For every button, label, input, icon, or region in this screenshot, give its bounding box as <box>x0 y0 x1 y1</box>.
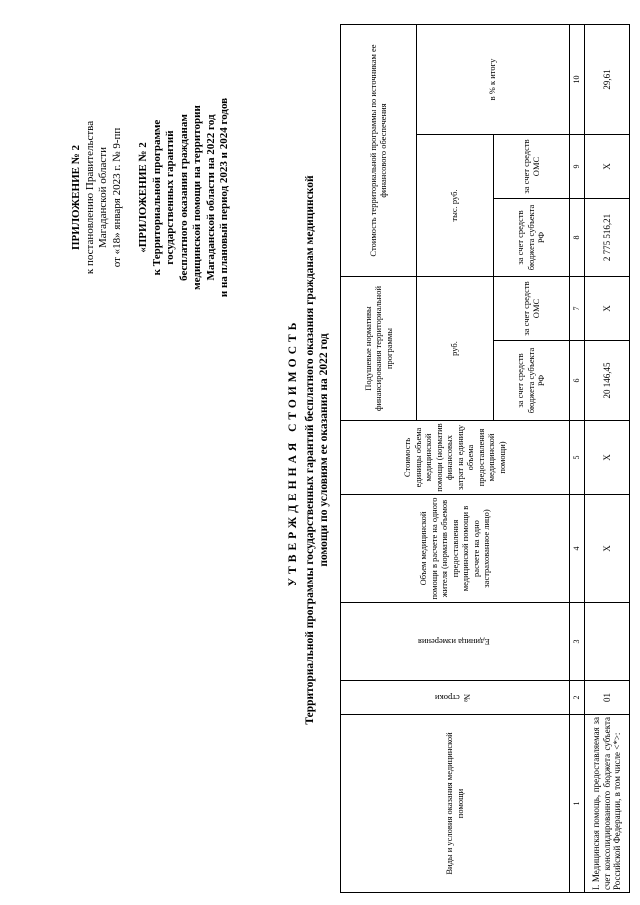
header-unit: Единица измерения <box>341 603 570 681</box>
appendix-line: к Территориальной программе <box>150 119 163 276</box>
column-number: 10 <box>569 25 585 135</box>
column-number: 1 <box>569 715 585 893</box>
appendix-block <box>70 90 232 305</box>
header-unit-cost: Стоимость единицы объема медицинской помощи (норматив финансовых затрат на единицу объема предоставления медицинской помощи) <box>341 421 570 495</box>
column-number: 7 <box>569 277 585 341</box>
table-header-row <box>341 25 417 893</box>
row-cost-budget: 2 775 516,21 <box>585 199 630 277</box>
appendix-line: государственных гарантий <box>164 130 176 265</box>
column-number: 4 <box>569 495 585 603</box>
appendix-line: от «18» января 2023 г. № 9-пп <box>110 127 123 268</box>
column-number-row <box>569 25 585 893</box>
row-cost-oms: Х <box>585 135 630 199</box>
column-number: 3 <box>569 603 585 681</box>
appendix-line: медицинской помощи на территории <box>191 105 203 290</box>
cost-table <box>340 24 630 893</box>
row-volume: Х <box>585 495 630 603</box>
header-program-cost: Стоимость территориальной программы по источникам ее финансового обеспечения <box>341 25 417 277</box>
appendix-line: к постановлению Правительства <box>83 120 96 275</box>
appendix-line: Магаданской области <box>97 147 109 248</box>
header-norm-budget: за счет средств бюджета субъекта РФ <box>493 341 569 421</box>
title-line-1: Территориальной программы государственных гарантий бесплатного оказания гражданам медицинской <box>304 175 316 725</box>
header-unit-rub: руб. <box>416 277 493 421</box>
row-norm-budget: 20 146,45 <box>585 341 630 421</box>
table-row <box>585 25 630 893</box>
row-unit <box>585 603 630 681</box>
row-norm-oms: Х <box>585 277 630 341</box>
appendix-line: и на плановый период 2023 и 2024 годов <box>218 97 230 298</box>
column-number: 2 <box>569 681 585 715</box>
header-percent: в % к итогу <box>416 25 569 135</box>
column-number: 6 <box>569 341 585 421</box>
header-norm-oms: за счет средств ОМС <box>493 277 569 341</box>
appendix-line: бесплатного оказания гражданам <box>177 114 190 281</box>
header-volume: Объем медицинской помощи в расчете на одного жителя (норматив объемов предоставления медицинской помощи в расчете на одно застрахованное лицо) <box>341 495 570 603</box>
header-cost-oms: за счет средств ОМС <box>493 135 569 199</box>
row-unit-cost: Х <box>585 421 630 495</box>
appendix-line: Магаданской области на 2022 год <box>204 114 217 281</box>
appendix-title-2: «ПРИЛОЖЕНИЕ № 2 <box>137 142 149 253</box>
column-number: 5 <box>569 421 585 495</box>
row-percent: 29,61 <box>585 25 630 135</box>
header-kind: Виды и условия оказания медицинской помощи <box>341 715 570 893</box>
appendix-title: ПРИЛОЖЕНИЕ № 2 <box>70 144 82 251</box>
approved-heading: УТВЕРЖДЕННАЯ СТОИМОСТЬ <box>287 318 299 587</box>
header-cost-budget: за счет средств бюджета субъекта РФ <box>493 199 569 277</box>
header-line-no: № строки <box>341 681 570 715</box>
header-per-capita-norms: Подушевые нормативы финансирования территориальной программы <box>341 277 417 421</box>
column-number: 8 <box>569 199 585 277</box>
title-line-2: помощи по условиям ее оказания на 2022 год <box>318 333 330 567</box>
header-unit-thousand-rub: тыс. руб. <box>416 135 493 277</box>
column-number: 9 <box>569 135 585 199</box>
row-name: I. Медицинская помощь, предоставляемая за счет консолидированного бюджета субъекта Российской Федерации, в том числе <*>: <box>585 715 630 893</box>
row-line-no: 01 <box>585 681 630 715</box>
document-title <box>303 85 331 815</box>
